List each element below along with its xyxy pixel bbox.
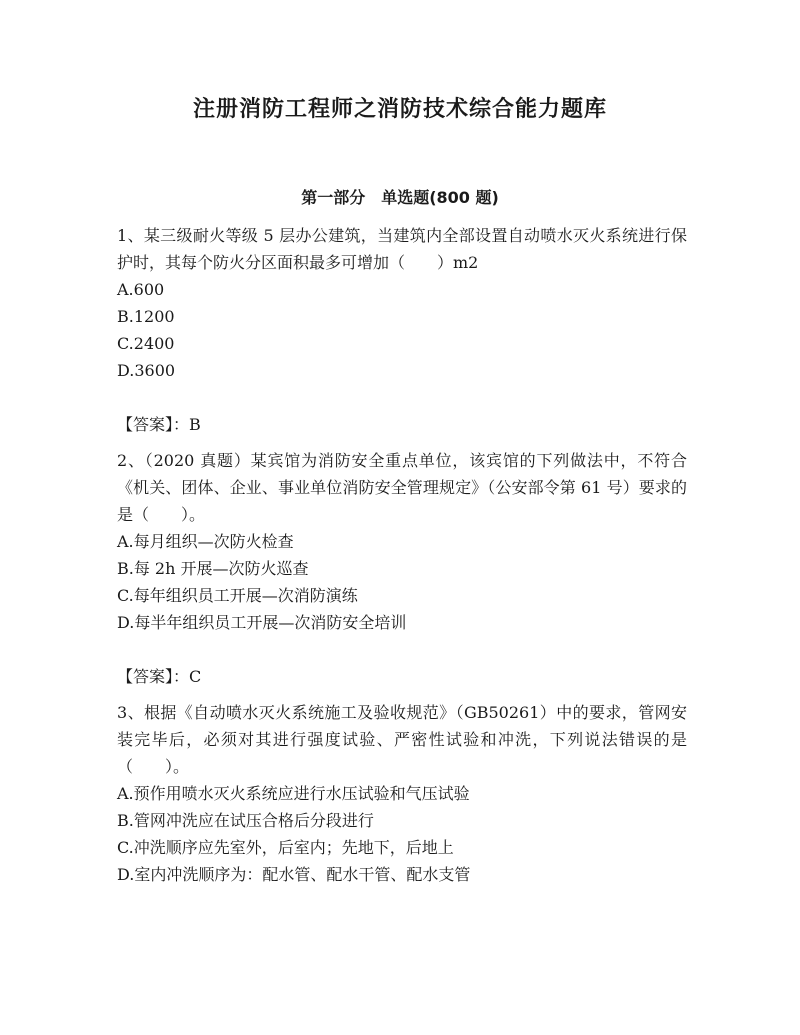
option-b: B.每 2h 开展—次防火巡查 <box>117 559 309 578</box>
option-d: D.3600 <box>117 361 176 380</box>
question-1 <box>117 222 687 438</box>
answer-label: 【答案】： <box>117 667 190 686</box>
answer-value: B <box>189 415 201 434</box>
option-a: A.预作用喷水灭火系统应进行水压试验和气压试验 <box>117 784 470 803</box>
question-stem: 3、根据《自动喷水灭火系统施工及验收规范》（GB50261）中的要求，管网安装完毕后，必须对其进行强度试验、严密性试验和冲洗，下列说法错误的是（ ）。 <box>117 703 687 776</box>
option-b: B.1200 <box>117 307 175 326</box>
option-d: D.每半年组织员工开展—次消防安全培训 <box>117 613 407 632</box>
answer-line <box>117 411 687 438</box>
section-title: 第一部分 单选题(800 题) <box>301 188 499 207</box>
option-a: A.600 <box>117 280 165 299</box>
document-title: 注册消防工程师之消防技术综合能力题库 <box>192 97 607 122</box>
answer-value: C <box>189 667 202 686</box>
option-b: B.管网冲洗应在试压合格后分段进行 <box>117 811 374 830</box>
option-c: C.每年组织员工开展—次消防演练 <box>117 586 358 605</box>
option-list <box>117 276 687 384</box>
option-c: C.冲洗顺序应先室外，后室内；先地下，后地上 <box>117 838 454 857</box>
answer-line <box>117 663 687 690</box>
question-stem: 1、某三级耐火等级 5 层办公建筑，当建筑内全部设置自动喷水灭火系统进行保护时，其每个防火分区面积最多可增加（ ）m2 <box>117 226 687 272</box>
answer-label: 【答案】： <box>117 415 190 434</box>
option-c: C.2400 <box>117 334 175 353</box>
option-list <box>117 528 687 636</box>
option-a: A.每月组织—次防火检查 <box>117 532 294 551</box>
option-d: D.室内冲洗顺序为：配水管、配水干管、配水支管 <box>117 865 471 884</box>
option-list <box>117 780 687 888</box>
question-list <box>117 222 687 888</box>
question-2 <box>117 447 687 690</box>
question-3 <box>117 699 687 888</box>
question-stem: 2、（2020 真题）某宾馆为消防安全重点单位，该宾馆的下列做法中，不符合《机关、团体、企业、事业单位消防安全管理规定》（公安部令第 61 号）要求的是（ ）。 <box>117 451 687 524</box>
